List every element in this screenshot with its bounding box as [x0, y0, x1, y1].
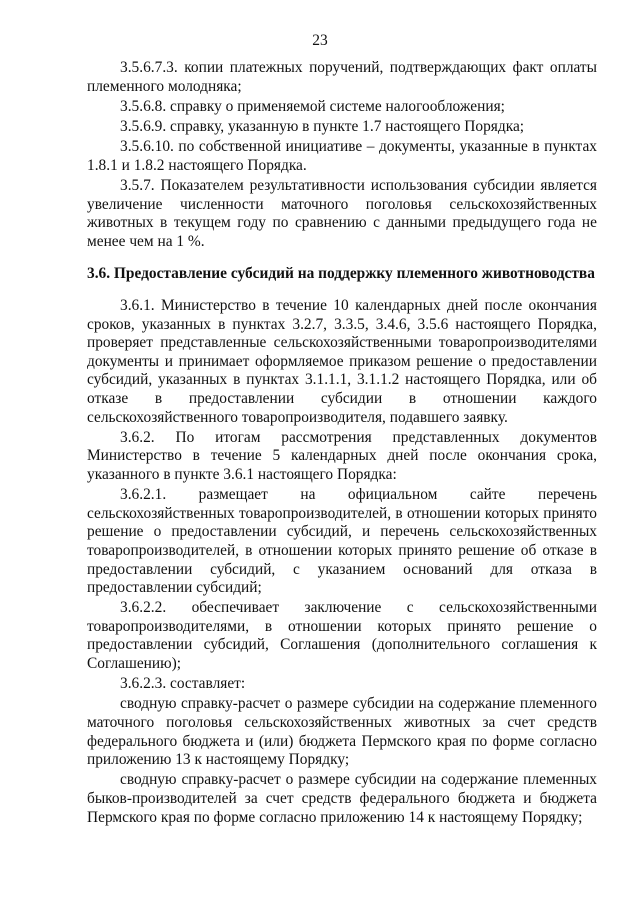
paragraph-summary-bulls: сводную справку-расчет о размере субсидии на содержание племенных быков-производителей за счет средств федерального бюджета и бюджета Пермского края по форме согласно приложению 14 к настоящему Порядку; — [87, 771, 597, 826]
paragraph-3-6-2-1: 3.6.2.1. размещает на официальном сайте перечень сельскохозяйственных товаропроизводителей, в отношении которых принято решение о предоставлении субсидий, и перечень сельскохозяйственных товаропроизводителей, в отношении которых принято решение об отказе в предоставлении субсидий, с указанием оснований для отказа в предоставлении субсидий; — [87, 486, 597, 597]
paragraph-3-5-6-10: 3.5.6.10. по собственной инициативе – документы, указанные в пунктах 1.8.1 и 1.8.2 настоящего Порядка. — [87, 138, 597, 174]
paragraph-3-5-6-7-3: 3.5.6.7.3. копии платежных поручений, подтверждающих факт оплаты племенного молодняка; — [87, 59, 597, 95]
paragraph-3-6-2: 3.6.2. По итогам рассмотрения представленных документов Министерство в течение 5 календарных дней после окончания срока, указанного в пункте 3.6.1 настоящего Порядка: — [87, 428, 597, 483]
section-heading: 3.6. Предоставление субсидий на поддержку племенного животноводства — [87, 265, 595, 282]
paragraph-3-6-1: 3.6.1. Министерство в течение 10 календарных дней после окончания сроков, указанных в пунктах 3.2.7, 3.3.5, 3.4.6, 3.5.6 настоящего Порядка, проверяет представленные сельскохозяйственными товаропроизводителями документы и принимает оформляемое приказом решение о предоставлении субсидий, указанных в пунктах 3.1.1.1, 3.1.1.2 настоящего Порядка, или об отказе в предоставлении субсидии в отношении каждого сельскохозяйственного товаропроизводителя, подавшего заявку. — [87, 297, 597, 426]
paragraph-3-5-6-9: 3.5.6.9. справку, указанную в пункте 1.7 настоящего Порядка; — [120, 117, 525, 135]
paragraph-summary-breeding-stock: сводную справку-расчет о размере субсидии на содержание племенного маточного поголовья сельскохозяйственных животных за счет средств федерального бюджета и (или) бюджета Пермского края по форме согласно приложению 13 к настоящему Порядку; — [87, 695, 597, 769]
text-block-main — [87, 297, 597, 827]
page-number: 23 — [312, 32, 328, 49]
paragraph-3-5-6-8: 3.5.6.8. справку о применяемой системе налогообложения; — [120, 97, 505, 115]
paragraph-3-6-2-2: 3.6.2.2. обеспечивает заключение с сельскохозяйственными товаропроизводителями, в отношении которых принято решение о предоставлении субсидий, Соглашения (дополнительного соглашения к Соглашению); — [87, 599, 597, 673]
paragraph-3-6-2-3: 3.6.2.3. составляет: — [120, 675, 246, 693]
text-block-top — [87, 59, 597, 251]
paragraph-3-5-7: 3.5.7. Показателем результативности использования субсидии является увеличение численности маточного поголовья сельскохозяйственных животных в текущем году по сравнению с данными предыдущего года не менее чем на 1 %. — [87, 176, 597, 250]
